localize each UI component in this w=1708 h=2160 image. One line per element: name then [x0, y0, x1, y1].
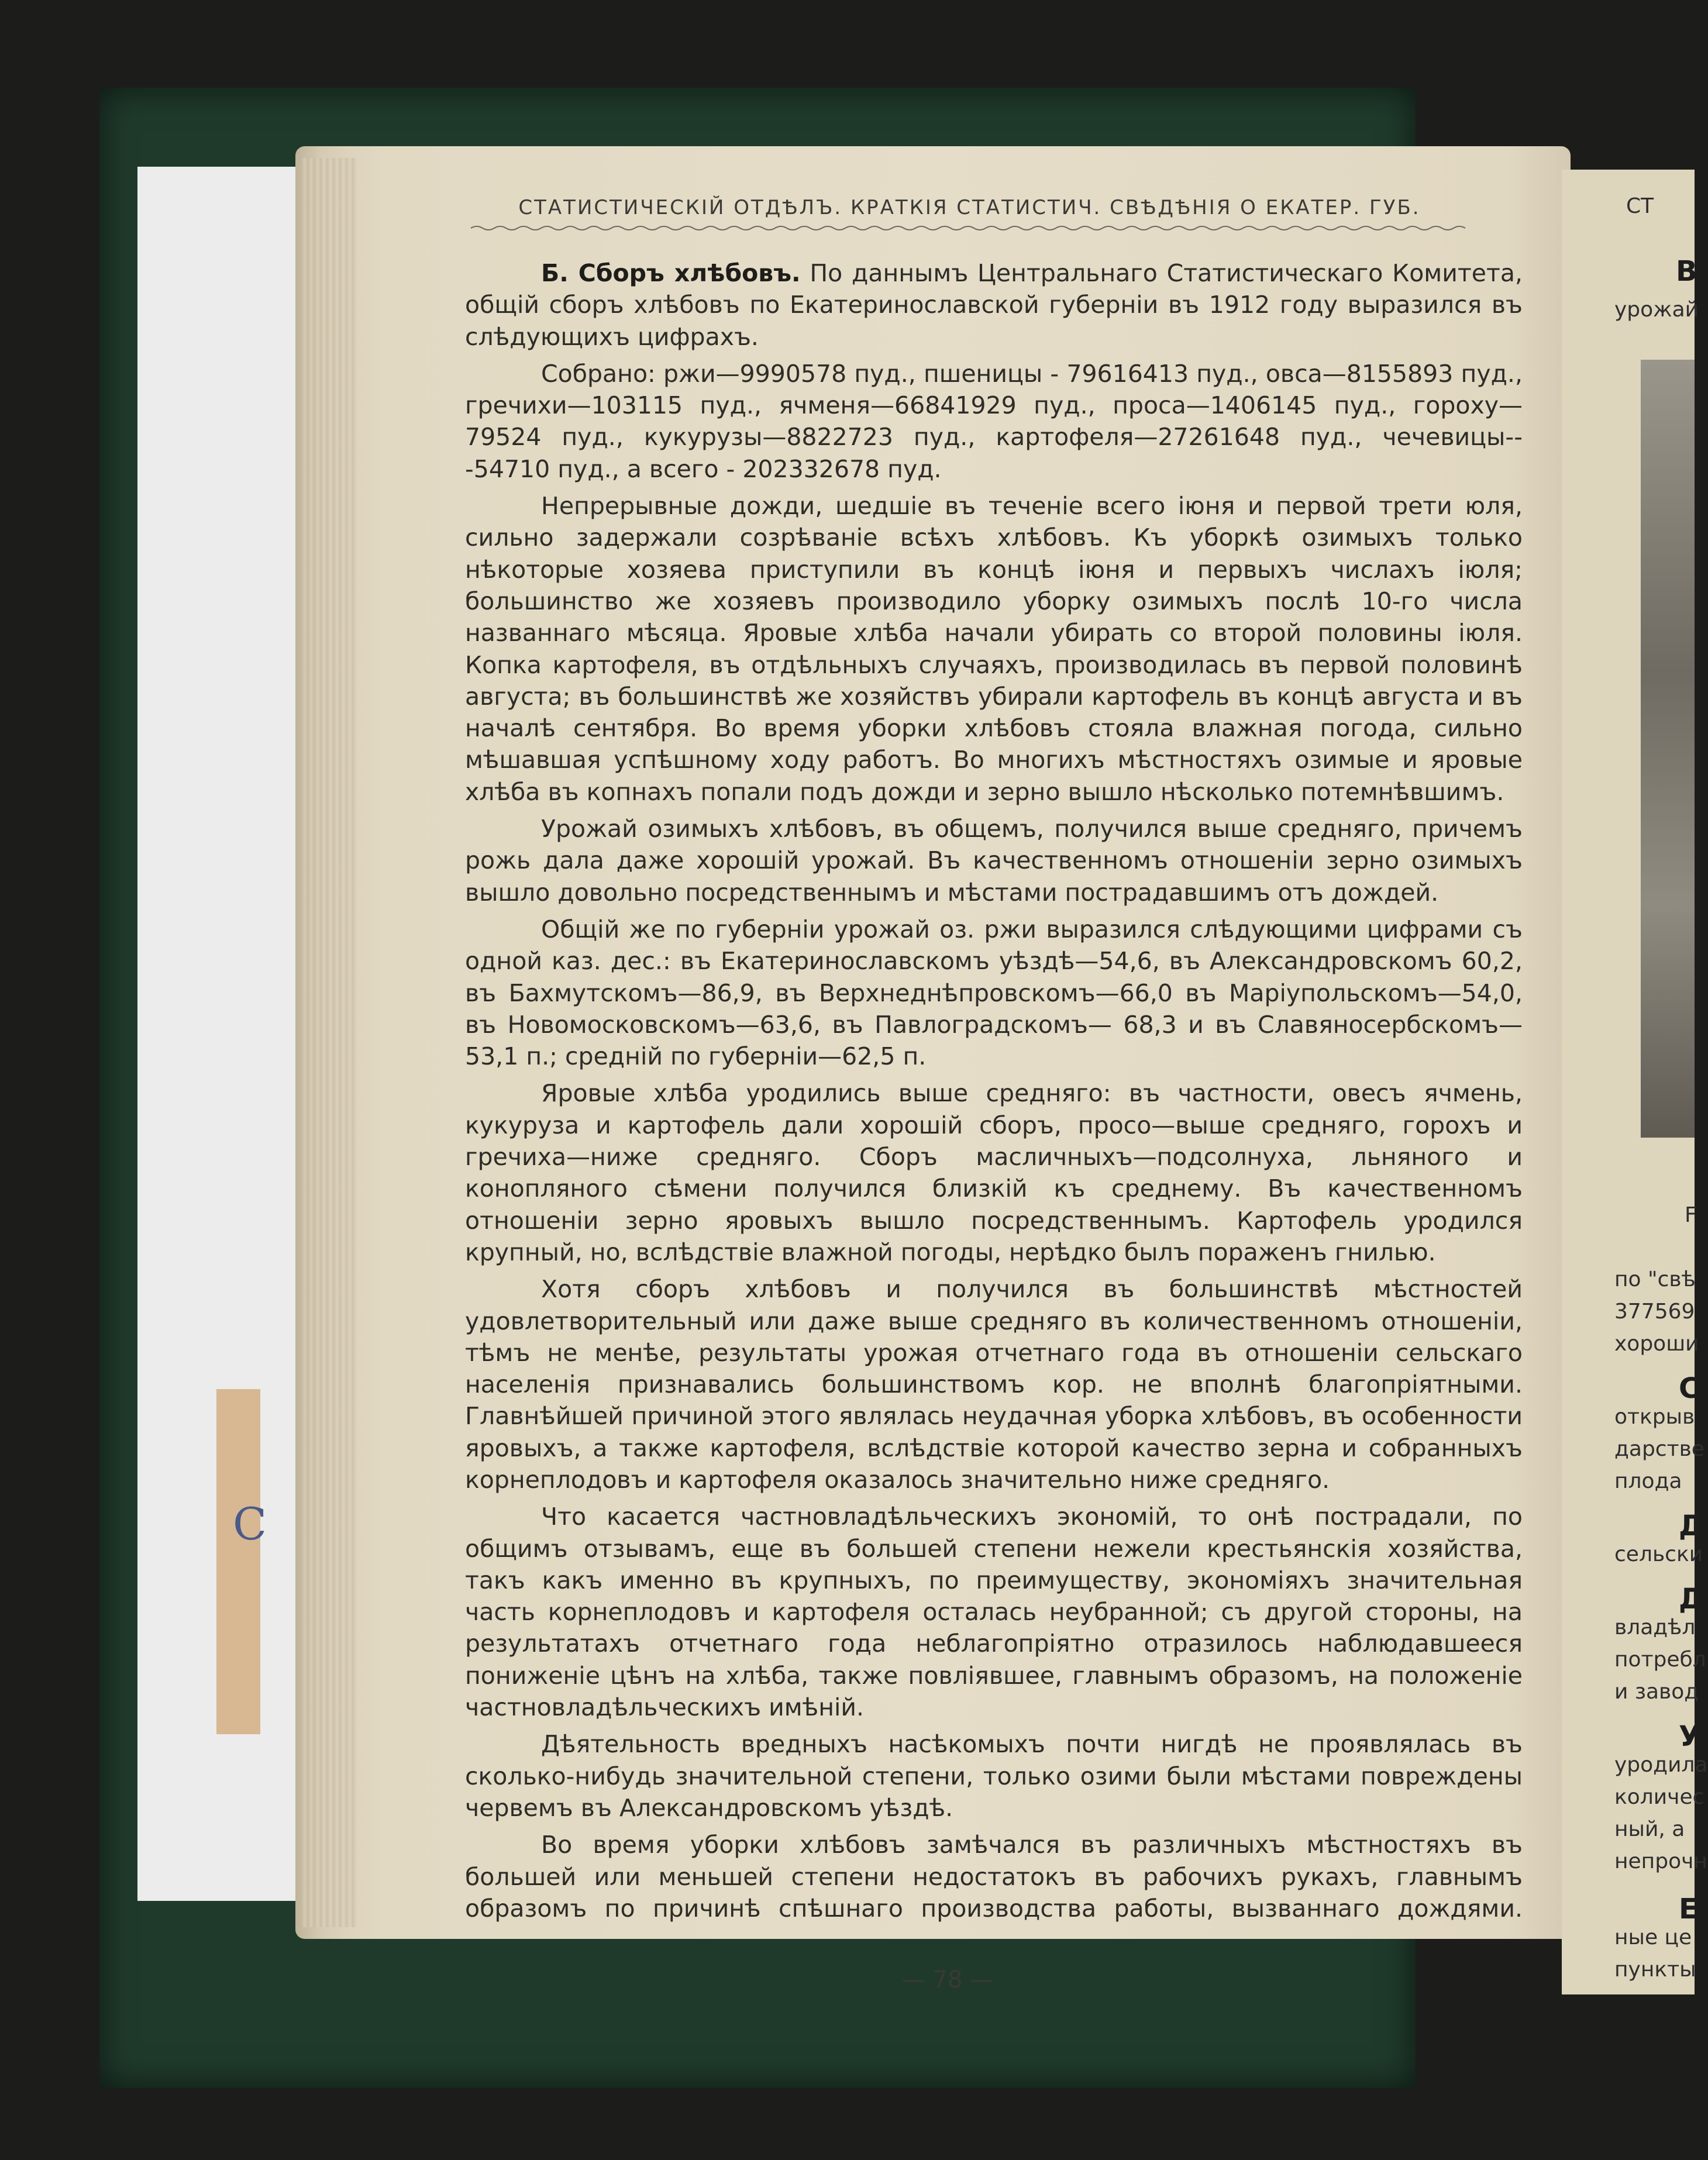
- paragraph-text: Дѣятельность вредныхъ насѣкомыхъ почти нигдѣ не проявлялась въ сколько-нибудь значительной степени, только озими были мѣстами повреждены червемъ въ Александровскомъ уѣздѣ.: [465, 1730, 1523, 1822]
- facing-line: ные це: [1614, 1925, 1692, 1949]
- facing-line: дарстве: [1614, 1437, 1704, 1461]
- facing-line: У: [1679, 1720, 1701, 1753]
- paragraph-text: Во время уборки хлѣбовъ замѣчался въ различныхъ мѣстностяхъ въ большей или меньшей степени недостатокъ въ рабочихъ рукахъ, главнымъ образомъ по причинѣ спѣшнаго производства работы, вызваннаго дождями.: [465, 1831, 1523, 1923]
- paragraph-text: Яровые хлѣба уродились выше средняго: въ частности, овесъ ячмень, кукуруза и картофель дали хорошій сборъ, просо—выше средняго, горохъ и гречиха—ниже средняго. Сборъ масличныхъ—подсолнуха, льняного и конопляного сѣмени получился близкій къ среднему. Въ качественномъ отношеніи зерно яровыхъ вышло посредственнымъ. Картофель уродился крупный, но, вслѣдствіе влажной погоды, нерѣдко былъ пораженъ гнилью.: [465, 1079, 1523, 1266]
- facing-line: по "свѣ: [1614, 1267, 1696, 1291]
- paragraph: [465, 1501, 1523, 1723]
- facing-line: владѣл: [1614, 1615, 1696, 1639]
- paragraph: [465, 1273, 1523, 1496]
- page-number: — 78 —: [901, 1966, 994, 1993]
- paragraph: [465, 257, 1523, 353]
- facing-header: СТ: [1626, 194, 1654, 218]
- running-header: СТАТИСТИЧЕСКІЙ ОТДѢЛЪ. КРАТКІЯ СТАТИСТИЧ. СВѢДѢНІЯ О ЕКАТЕР. ГУБ.: [518, 196, 1421, 219]
- facing-caption: F: [1685, 1203, 1697, 1227]
- paragraph: [465, 1077, 1523, 1268]
- facing-line: потребл: [1614, 1648, 1706, 1672]
- paragraph-text: Хотя сборъ хлѣбовъ и получился въ большинствѣ мѣстностей удовлетворительный или даже выше средняго въ количественномъ отношеніи, тѣмъ не менѣе, результаты урожая отчетнаго года въ отношеніи сельскаго населенія признавались большинствомъ кор. не вполнѣ благопріятными. Главнѣйшей причиной этого являлась неудачная уборка хлѣбовъ, въ особенности яровыхъ, а также картофеля, вслѣдствіе которой качество зерна и собранныхъ корнеплодовъ и картофеля оказалось значительно ниже средняго.: [465, 1275, 1523, 1494]
- facing-line: Е: [1679, 1893, 1698, 1925]
- facing-line: плода: [1614, 1469, 1682, 1493]
- facing-line: и завод: [1614, 1680, 1699, 1704]
- header-rule: [471, 224, 1465, 232]
- facing-line: урожай: [1614, 298, 1699, 322]
- paragraph: [465, 914, 1523, 1072]
- paragraph-text: По даннымъ Центральнаго Статистическаго Комитета, общій сборъ хлѣбовъ по Екатеринославской губерніи въ 1912 году выразился въ слѣдующихъ цифрахъ.: [465, 259, 1523, 351]
- paragraph: [465, 1829, 1523, 1924]
- paragraph-text: Урожай озимыхъ хлѣбовъ, въ общемъ, получился выше средняго, причемъ рожь дала даже хорошій урожай. Въ качественномъ отношеніи зерно озимыхъ вышло довольно посредственнымъ и мѣстами пострадавшимъ отъ дождей.: [465, 815, 1523, 907]
- facing-line: С: [1679, 1372, 1700, 1405]
- facing-line: пункты: [1614, 1958, 1696, 1982]
- paragraph-text: Собрано: ржи—9990578 пуд., пшеницы - 79616413 пуд., овса—8155893 пуд., гречихи—103115 пуд., ячменя—66841929 пуд., проса—1406145 пуд., гороху—79524 пуд., кукурузы—8822723 пуд., картофеля—27261648 пуд., чечевицы---54710 пуд., а всего - 202332678 пуд.: [465, 359, 1523, 483]
- facing-heading: В: [1676, 255, 1697, 288]
- facing-line: Д: [1679, 1583, 1704, 1615]
- facing-line: ный, а: [1614, 1817, 1685, 1841]
- paragraph-text: Что касается частновладѣльческихъ экономій, то онѣ пострадали, по общимъ отзывамъ, еще въ большей степени нежели крестьянскія хозяйства, такъ какъ именно въ крупныхъ, по преимуществу, экономіяхъ значительная часть корнеплодовъ и картофеля осталась неубранной; съ другой стороны, на результатахъ отчетнаго года неблагопріятно отразилось наблюдавшееся пониженіе цѣнъ на хлѣба, также повліявшее, главнымъ образомъ, на положеніе частновладѣльческихъ имѣній.: [465, 1503, 1523, 1722]
- page-edges: [301, 158, 357, 1927]
- facing-line: открыв: [1614, 1405, 1695, 1429]
- facing-line: уродила: [1614, 1753, 1708, 1777]
- paragraph-text: Непрерывные дожди, шедшіе въ теченіе всего іюня и первой трети юля, сильно задержали созрѣваніе всѣхъ хлѣбовъ. Къ уборкѣ озимыхъ только нѣкоторые хозяева приступили въ концѣ іюня и первыхъ числахъ іюля; большинство же хозяевъ производило уборку озимыхъ послѣ 10-го числа названнаго мѣсяца. Яровые хлѣба начали убирать со второй половины іюля. Копка картофеля, въ отдѣльныхъ случаяхъ, производилась въ первой половинѣ августа; въ большинствѣ же хозяйствъ убирали картофель въ концѣ августа и въ началѣ сентября. Во время уборки хлѣбовъ стояла влажная погода, сильно мѣшавшая успѣшному ходу работъ. Во многихъ мѣстностяхъ озимые и яровые хлѣба въ копнахъ попали подъ дожди и зерно вышло нѣсколько потемнѣвшимъ.: [465, 492, 1523, 806]
- facing-page-photo: [1641, 360, 1695, 1138]
- paragraph: [465, 358, 1523, 485]
- paragraph-text: Общій же по губерніи урожай оз. ржи выразился слѣдующими цифрами съ одной каз. дес.: въ Екатеринославскомъ уѣздѣ—54,6, въ Александровскомъ 60,2, въ Бахмутскомъ—86,9, въ Верхнеднѣпровскомъ—66,0 въ Маріупольскомъ—54,0, въ Новомосковскомъ—63,6, въ Павлоградскомъ— 68,3 и въ Славяносербскомъ—53,1 п.; средній по губерніи—62,5 п.: [465, 915, 1523, 1071]
- facing-line: Д: [1679, 1510, 1704, 1542]
- body-text: [465, 257, 1523, 1930]
- facing-line: непрочн: [1614, 1849, 1707, 1873]
- library-label: [216, 1389, 260, 1734]
- paragraph: [465, 1728, 1523, 1824]
- paragraph: [465, 490, 1523, 808]
- label-handwriting: С: [233, 1498, 267, 1550]
- facing-line: 377569: [1614, 1300, 1695, 1324]
- facing-line: количес: [1614, 1785, 1704, 1809]
- section-heading: Б. Сборъ хлѣбовъ.: [541, 259, 801, 287]
- facing-line: сельски: [1614, 1542, 1703, 1566]
- facing-line: хороши: [1614, 1332, 1699, 1356]
- paragraph: [465, 813, 1523, 908]
